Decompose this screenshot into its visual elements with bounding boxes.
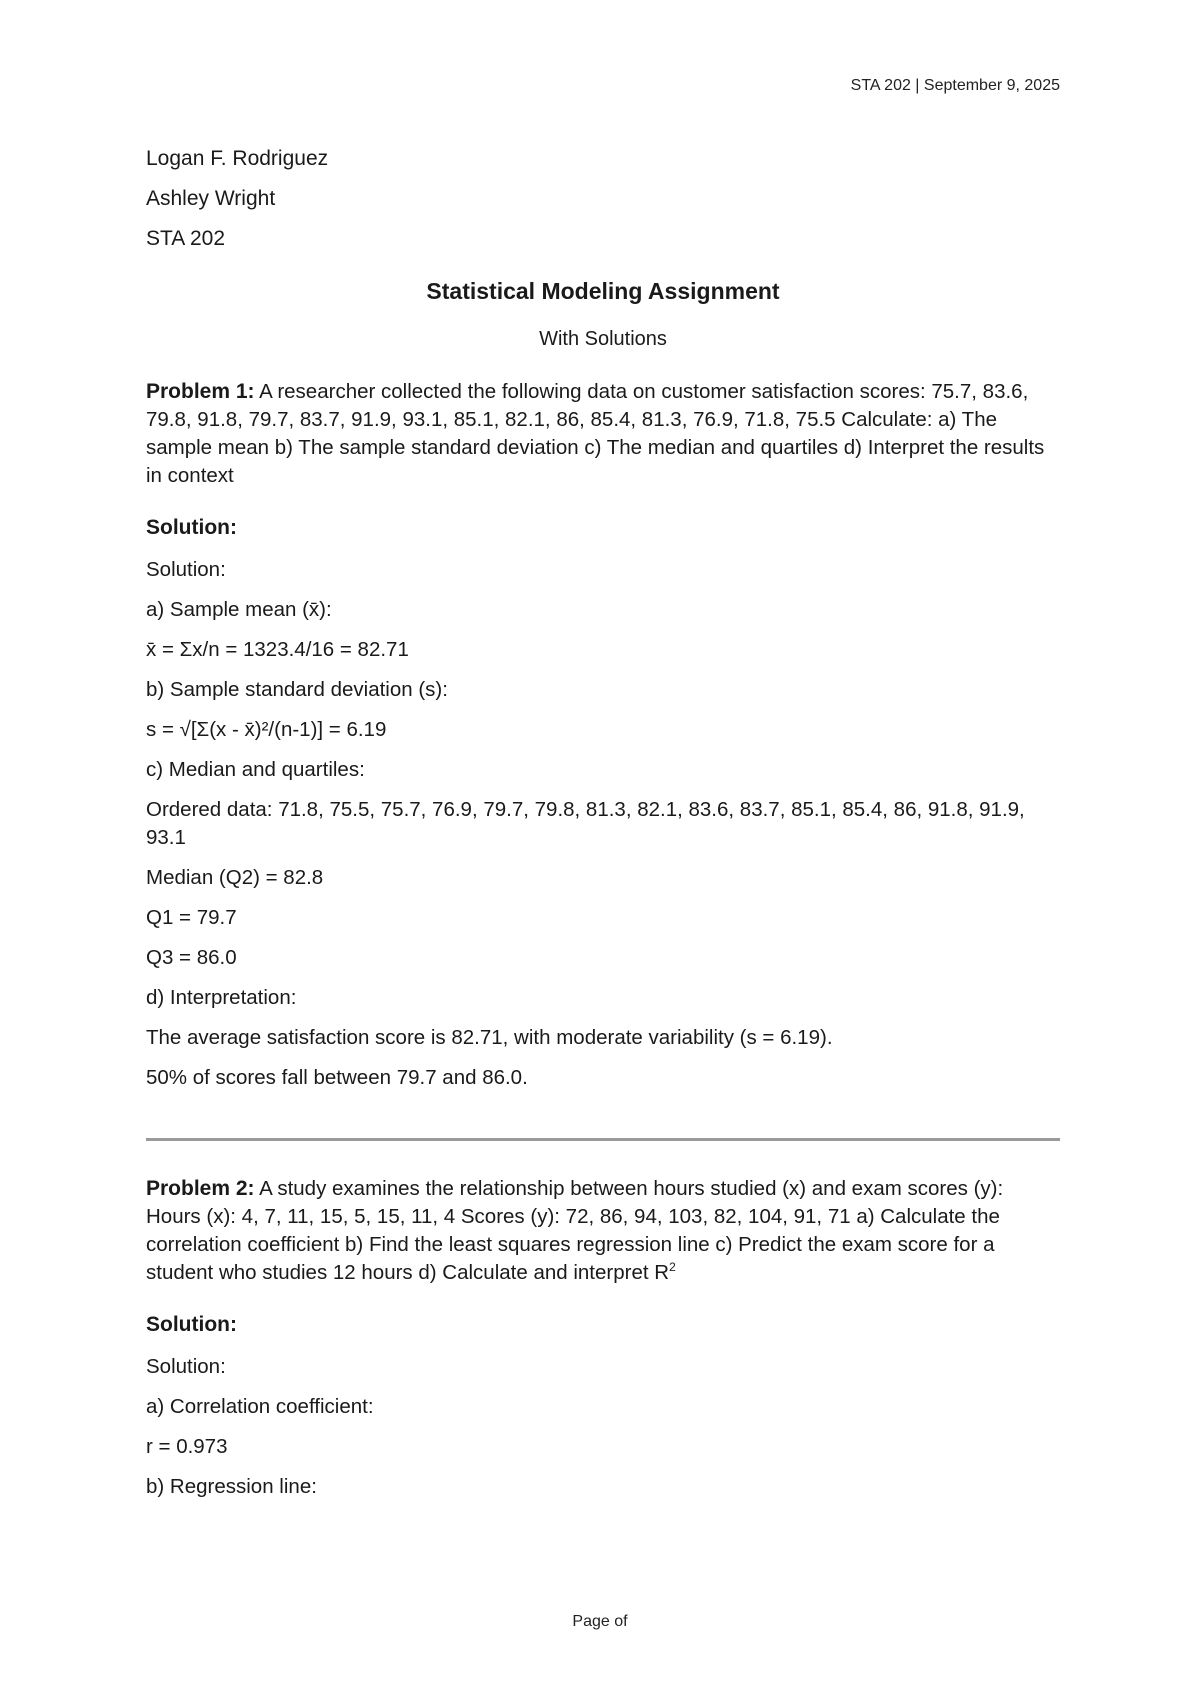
document-title: Statistical Modeling Assignment xyxy=(426,278,780,304)
problem-1-label: Problem 1: xyxy=(146,380,255,403)
problem-1-text: A researcher collected the following data on customer satisfaction scores: 75.7, 83.6, 79.8, 91.8, 79.7, 83.7, 91.9, 93.1, 85.1, 82.1, 86, 85.4, 81.3, 76.9, 71.8, 75.5 Calculate: a) The sample mean b) The sample standard deviation c) The median and quartiles d) Interpret the results in context xyxy=(146,380,1045,487)
course-name: STA 202 xyxy=(146,227,225,250)
author-name: Logan F. Rodriguez xyxy=(146,147,329,170)
solution-line: a) Sample mean (x̄): xyxy=(146,598,332,621)
solution-line: Ordered data: 71.8, 75.5, 75.7, 76.9, 79.7, 79.8, 81.3, 82.1, 83.6, 83.7, 85.1, 85.4, 86, 91.8, 91.9, 93.1 xyxy=(146,798,1025,849)
solution-line: Median (Q2) = 82.8 xyxy=(146,866,324,889)
page-header: STA 202 | September 9, 2025 xyxy=(850,77,1060,94)
solution-line: Solution: xyxy=(146,1355,226,1378)
problem-1-statement xyxy=(146,378,1060,490)
solution-line: Solution: xyxy=(146,558,226,581)
solution-line: The average satisfaction score is 82.71, with moderate variability (s = 6.19). xyxy=(146,1026,833,1049)
solution-line: a) Correlation coefficient: xyxy=(146,1395,374,1418)
solution-line: x̄ = Σx/n = 1323.4/16 = 82.71 xyxy=(146,638,409,661)
solution-line: d) Interpretation: xyxy=(146,986,297,1009)
r-squared-superscript: 2 xyxy=(669,1260,676,1275)
problem-2-label: Problem 2: xyxy=(146,1177,255,1200)
solution-line: Q3 = 86.0 xyxy=(146,946,237,969)
solution-line: c) Median and quartiles: xyxy=(146,758,365,781)
solution-line: Q1 = 79.7 xyxy=(146,906,237,929)
document-subtitle: With Solutions xyxy=(539,328,667,350)
solution-line: b) Regression line: xyxy=(146,1475,317,1498)
solution-line: 50% of scores fall between 79.7 and 86.0. xyxy=(146,1066,528,1089)
problem-2-statement xyxy=(146,1175,1060,1287)
solution-line: b) Sample standard deviation (s): xyxy=(146,678,448,701)
solution-line: r = 0.973 xyxy=(146,1435,228,1458)
section-divider xyxy=(146,1138,1060,1141)
instructor-name: Ashley Wright xyxy=(146,187,276,210)
problem-2-solution-heading: Solution: xyxy=(146,1313,237,1336)
page-footer: Page of xyxy=(572,1613,628,1630)
document-body xyxy=(146,146,1060,1513)
problem-1-solution-heading: Solution: xyxy=(146,516,237,539)
solution-line: s = √[Σ(x - x̄)²/(n-1)] = 6.19 xyxy=(146,718,387,741)
problem-2-text: A study examines the relationship between hours studied (x) and exam scores (y): Hours (x): 4, 7, 11, 15, 5, 15, 11, 4 Scores (y): 72, 86, 94, 103, 82, 104, 91, 71 a) Calculate the correlation coefficient b) Find the least squares regression line c) Predict the exam score for a student who studies 12 hours d) Calculate and interpret R xyxy=(146,1177,1004,1284)
